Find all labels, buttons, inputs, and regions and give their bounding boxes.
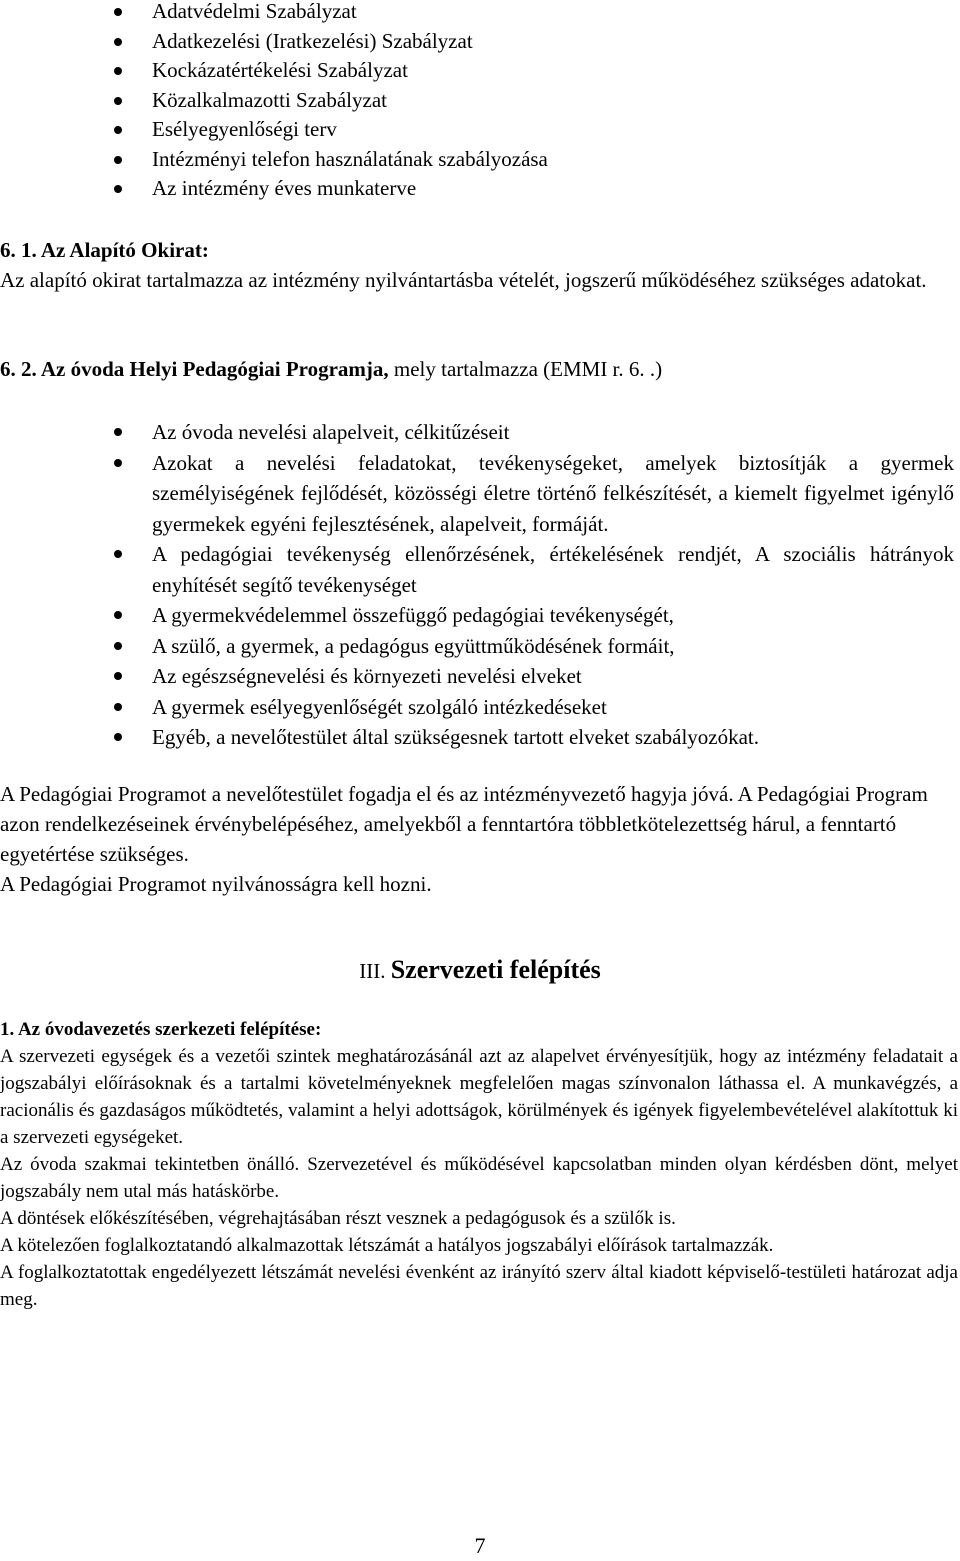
bullet-icon bbox=[114, 97, 122, 105]
bullet-icon bbox=[114, 428, 122, 436]
list-item: Esélyegyenlőségi terv bbox=[0, 115, 960, 145]
section-6-1-text: Az alapító okirat tartalmazza az intézmény nyilvántartásba vételét, jogszerű működéséhez szükséges adatokat. bbox=[0, 267, 927, 292]
section-6-2-title: 6. 2. Az óvoda Helyi Pedagógiai Programja, bbox=[0, 357, 389, 381]
paragraph: A döntések előkészítésében, végrehajtásában részt vesznek a pedagógusok és a szülők is. bbox=[0, 1208, 676, 1229]
list-item: A szülő, a gyermek, a pedagógus együttműködésének formáit, bbox=[0, 631, 960, 662]
bullet-icon bbox=[114, 185, 122, 193]
section-3-roman: III. bbox=[359, 959, 386, 983]
page-number: 7 bbox=[474, 1533, 486, 1558]
bullet-icon bbox=[114, 126, 122, 134]
list-item: Egyéb, a nevelőtestület által szükségesnek tartott elveket szabályozókat. bbox=[0, 722, 960, 753]
section-6-2-subtitle: mely tartalmazza (EMMI r. 6. .) bbox=[388, 357, 663, 381]
section-6-1 bbox=[0, 236, 958, 295]
bullet-icon bbox=[114, 733, 122, 741]
section-6-2-heading bbox=[0, 355, 958, 385]
section-3-heading: Szervezeti felépítés bbox=[390, 955, 601, 984]
section-3-1-heading: 1. Az óvodavezetés szerkezeti felépítése: bbox=[0, 1019, 322, 1040]
section-6-1-heading: 6. 1. Az Alapító Okirat: bbox=[0, 238, 209, 262]
bullet-icon bbox=[114, 156, 122, 164]
bullet-icon bbox=[114, 642, 122, 650]
paragraph: Az óvoda szakmai tekintetben önálló. Szervezetével és működésével kapcsolatban minden olyan kérdésben dönt, melyet jogszabály nem utal más hatáskörbe. bbox=[0, 1154, 958, 1202]
paragraph: A foglalkoztatottak engedélyezett létszámát nevelési évenként az irányító szerv által kiadott képviselő-testületi határozat adja meg. bbox=[0, 1262, 958, 1310]
program-paragraph-text: A Pedagógiai Programot a nevelőtestület fogadja el és az intézményvezető hagyja jóvá. A Pedagógiai Program azon rendelkezéseinek érvénybelépéséhez, amelyekből a fenntartóra többletkötelezettség hárul, a fenntartó egyetértése szükséges. bbox=[0, 782, 928, 866]
section-3-title bbox=[0, 955, 960, 987]
bullet-icon bbox=[114, 672, 122, 680]
list-item: Azokat a nevelési feladatokat, tevékenységeket, amelyek biztosítják a gyermek személyiségének fejlődését, közösségi életre történő felkészítését, a kiemelt figyelmet igénylő gyermekek egyéni fejlesztésének, alapelveit, formáját. bbox=[0, 448, 960, 540]
list-item: Adatkezelési (Iratkezelési) Szabályzat bbox=[0, 27, 960, 57]
list-item: Intézményi telefon használatának szabályozása bbox=[0, 145, 960, 175]
bullet-icon bbox=[114, 459, 122, 467]
program-paragraph bbox=[0, 779, 958, 899]
bullet-icon bbox=[114, 703, 122, 711]
section-3-1 bbox=[0, 1016, 958, 1313]
bullet-icon bbox=[114, 611, 122, 619]
list-item: Az óvoda nevelési alapelveit, célkitűzéseit bbox=[0, 417, 960, 448]
program-paragraph-publicity: A Pedagógiai Programot nyilvánosságra kell hozni. bbox=[0, 872, 432, 896]
list-item: A gyermek esélyegyenlőségét szolgáló intézkedéseket bbox=[0, 692, 960, 723]
list-item: A pedagógiai tevékenység ellenőrzésének, értékelésének rendjét, A szociális hátrányok enyhítését segítő tevékenységet bbox=[0, 539, 960, 600]
regulations-list bbox=[0, 0, 960, 204]
list-item: Közalkalmazotti Szabályzat bbox=[0, 86, 960, 116]
bullet-icon bbox=[114, 8, 122, 16]
bullet-icon bbox=[114, 38, 122, 46]
paragraph: A kötelezően foglalkoztatandó alkalmazottak létszámát a hatályos jogszabályi előírások tartalmazzák. bbox=[0, 1235, 774, 1256]
bullet-icon bbox=[114, 550, 122, 558]
paragraph: A szervezeti egységek és a vezetői szintek meghatározásánál azt az alapelvet érvényesítjük, hogy az intézmény feladatait a jogszabályi előírásoknak és a tartalmi követelményeknek megfelelően magas színvonalon láthassa el. A munkavégzés, a racionális és gazdaságos működtetés, valamint a helyi adottságok, körülmények és igények figyelembevételével alakítottuk ki a szervezeti egységeket. bbox=[0, 1046, 958, 1148]
program-contents-list bbox=[0, 417, 960, 753]
bullet-icon bbox=[114, 67, 122, 75]
list-item: A gyermekvédelemmel összefüggő pedagógiai tevékenységét, bbox=[0, 600, 960, 631]
list-item: Kockázatértékelési Szabályzat bbox=[0, 56, 960, 86]
list-item: Az egészségnevelési és környezeti nevelési elveket bbox=[0, 661, 960, 692]
list-item: Az intézmény éves munkaterve bbox=[0, 174, 960, 204]
list-item: Adatvédelmi Szabályzat bbox=[0, 0, 960, 27]
